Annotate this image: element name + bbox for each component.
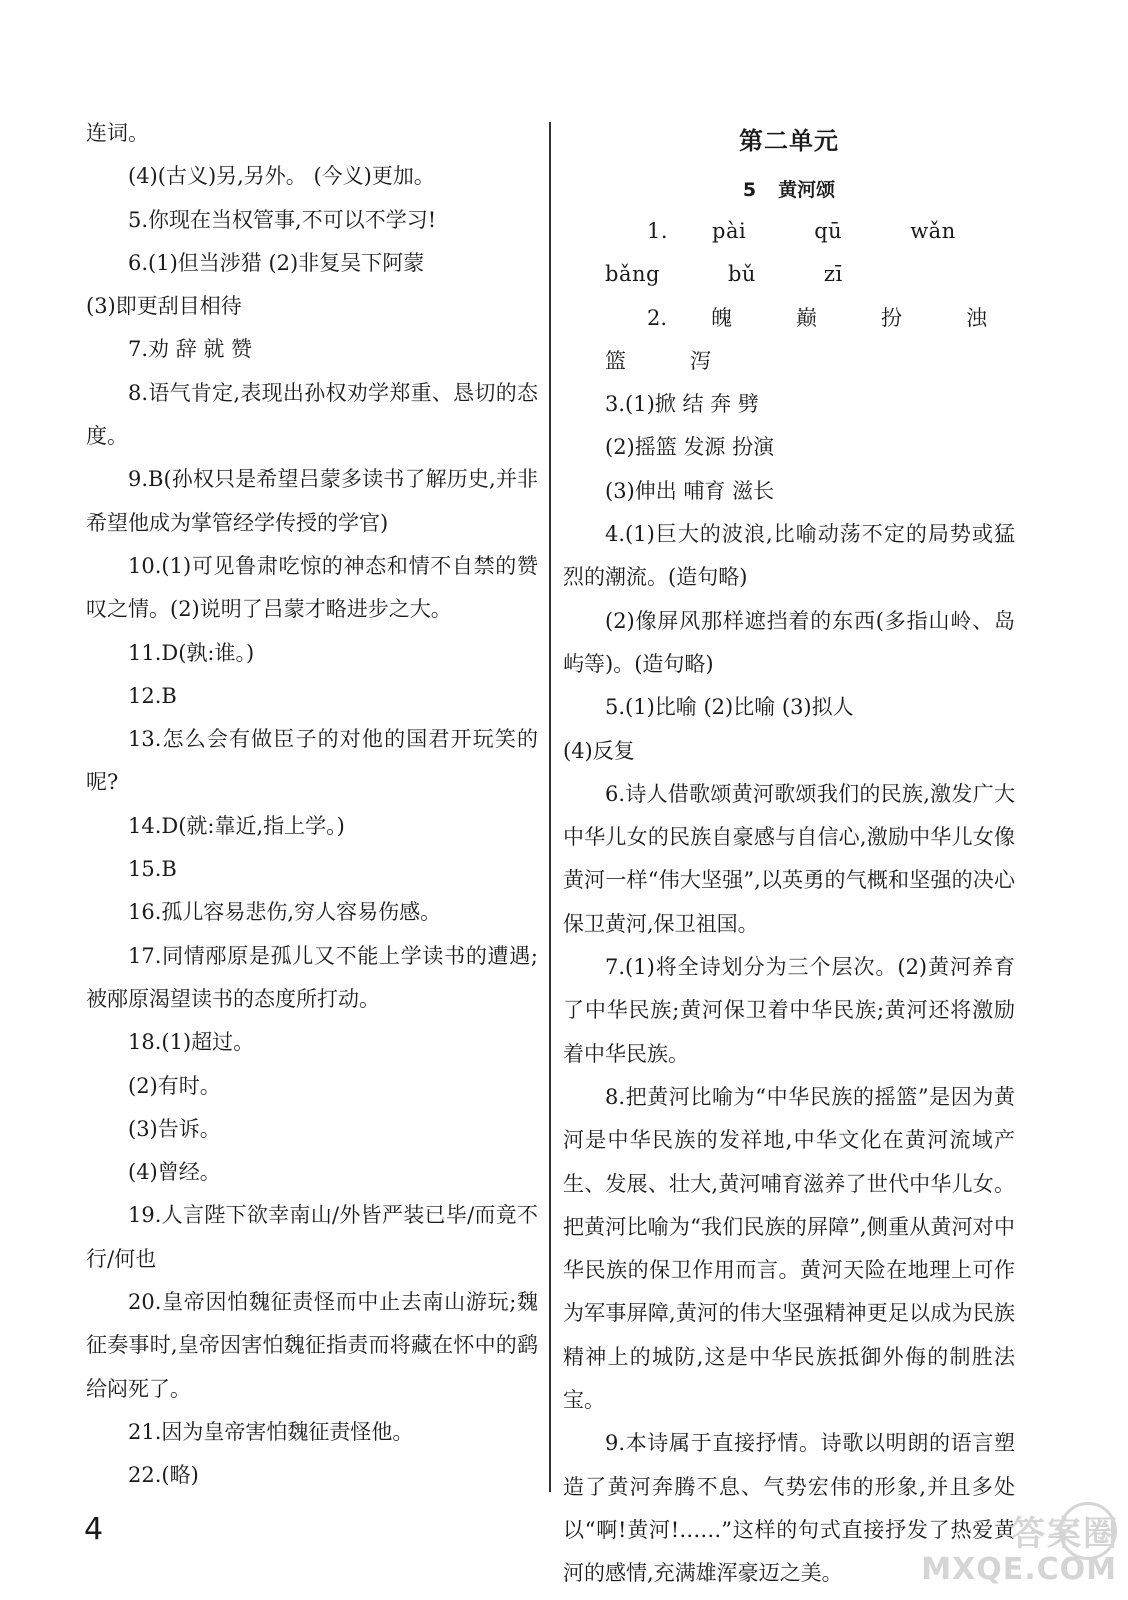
pinyin-item: bǔ	[727, 262, 756, 287]
left-column	[86, 112, 538, 1498]
answer-paragraph: 22.(略)	[128, 1463, 199, 1488]
answer-paragraph: 8.把黄河比喻为“中华民族的摇篮”是因为黄河是中华民族的发祥地,中华文化在黄河流域产生、发展、壮大,黄河哺育滋养了世代中华儿女。把黄河比喻为“我们民族的屏障”,侧重从黄河对中华民族的保卫作用而言。黄河天险在地理上可作为军事屏障,黄河的伟大坚强精神更足以成为民族精神上的城防,这是中华民族抵御外侮的制胜法宝。	[563, 1084, 1015, 1413]
answer-paragraph: 18.(1)超过。	[128, 1030, 255, 1055]
answer-paragraph: 5.(1)比喻 (2)比喻 (3)拟人	[605, 695, 854, 720]
answer-paragraph: 17.同情邴原是孤儿又不能上学读书的遭遇;被邴原渴望读书的态度所打动。	[86, 943, 538, 1011]
pinyin-item: zī	[823, 262, 843, 287]
character-item: 魄	[711, 305, 733, 330]
lesson-name: 黄河颂	[778, 179, 836, 201]
answer-paragraph: 14.D(就:靠近,指上学。)	[128, 813, 345, 838]
right-paragraphs	[563, 383, 1015, 1595]
character-item: 扮	[881, 305, 903, 330]
answer-paragraph: 连词。	[86, 121, 149, 145]
answer-paragraph: (2)像屏风那样遮挡着的东西(多指山岭、岛屿等)。(造句略)	[563, 608, 1015, 676]
lesson-title	[563, 170, 1015, 210]
character-item: 浊	[966, 305, 988, 330]
answer-paragraph: 11.D(孰:谁。)	[128, 640, 255, 665]
pinyin-item: bǎng	[605, 262, 660, 287]
answer-paragraph: 3.(1)掀 结 奔 劈	[605, 392, 759, 417]
answer-paragraph: 19.人言陛下欲幸南山/外皆严装已毕/而竟不行/何也	[86, 1203, 538, 1271]
answer-paragraph: 8.语气肯定,表现出孙权劝学郑重、恳切的态度。	[86, 380, 538, 449]
answer-paragraph: (2)摇篮 发源 扮演	[605, 435, 775, 460]
answer-paragraph: 15.B	[128, 857, 177, 882]
watermark-top-text: 答案圈	[1011, 1514, 1119, 1554]
lesson-number: 5	[742, 179, 757, 201]
pinyin-item: qū	[814, 219, 843, 243]
watermark-bottom-text: MXQE.COM	[921, 1552, 1117, 1587]
answer-paragraph: 20.皇帝因怕魏征责怪而中止去南山游玩;魏征奏事时,皇帝因害怕魏征指责而将藏在怀中的鹞给闷死了。	[86, 1290, 538, 1401]
answer-paragraph: 5.你现在当权管事,不可以不学习!	[128, 207, 437, 232]
character-item: 泻	[690, 348, 711, 373]
question-1-pinyin	[563, 210, 1015, 297]
character-item: 巅	[796, 305, 818, 330]
answer-paragraph: 6.诗人借歌颂黄河歌颂我们的民族,激发广大中华儿女的民族自豪感与自信心,激励中华儿女像黄河一样“伟大坚强”,以英勇的气概和坚强的决心保卫黄河,保卫祖国。	[563, 781, 1015, 936]
character-item: 篮	[605, 348, 626, 373]
answer-paragraph: 7.劝 辞 就 赞	[128, 337, 253, 362]
answer-paragraph: 13.怎么会有做臣子的对他的国君开玩笑的呢?	[86, 727, 538, 795]
page-number: 4	[84, 1512, 104, 1547]
answer-paragraph: (3)伸出 哺育 滋长	[605, 478, 775, 503]
answer-paragraph: 12.B	[128, 683, 177, 708]
question-1-label: 1.	[647, 219, 669, 243]
answer-paragraph: 7.(1)将全诗划分为三个层次。(2)黄河养育了中华民族;黄河保卫着中华民族;黄河还将激励着中华民族。	[563, 955, 1015, 1066]
answer-paragraph: (2)有时。	[128, 1073, 221, 1098]
answer-paragraph: (3)即更刮目相待	[86, 294, 242, 319]
watermark-logo	[921, 1500, 1121, 1596]
answer-paragraph: (4)反复	[563, 738, 635, 763]
question-2-characters	[563, 297, 1015, 384]
unit-title: 第二单元	[739, 127, 839, 155]
pinyin-item: wǎn	[910, 219, 956, 243]
answer-paragraph: (3)告诉。	[128, 1116, 221, 1141]
right-column	[563, 112, 1015, 1596]
answer-paragraph: 10.(1)可见鲁肃吃惊的神态和情不自禁的赞叹之情。(2)说明了吕蒙才略进步之大。	[86, 553, 538, 622]
answer-paragraph: 16.孤儿容易悲伤,穷人容易伤感。	[128, 900, 442, 925]
answer-paragraph: 4.(1)巨大的波浪,比喻动荡不定的局势或猛烈的潮流。(造句略)	[563, 522, 1015, 590]
answer-paragraph: (4)曾经。	[128, 1160, 221, 1185]
answer-paragraph: (4)(古义)另,另外。 (今义)更加。	[128, 164, 435, 189]
pinyin-item: pài	[712, 219, 747, 243]
answer-paragraph: 6.(1)但当涉猎 (2)非复吴下阿蒙	[128, 250, 425, 275]
question-2-label: 2.	[647, 305, 668, 330]
column-divider	[549, 122, 551, 1492]
answer-paragraph: 9.本诗属于直接抒情。诗歌以明朗的语言塑造了黄河奔腾不息、气势宏伟的形象,并且多处以“啊!黄河!……”这样的句式直接抒发了热爱黄河的感情,充满雄浑豪迈之美。	[563, 1431, 1015, 1586]
answer-paragraph: 9.B(孙权只是希望吕蒙多读书了解历史,并非希望他成为掌管经学传授的学官)	[86, 467, 538, 535]
answer-paragraph: 21.因为皇帝害怕魏征责怪他。	[128, 1419, 414, 1444]
